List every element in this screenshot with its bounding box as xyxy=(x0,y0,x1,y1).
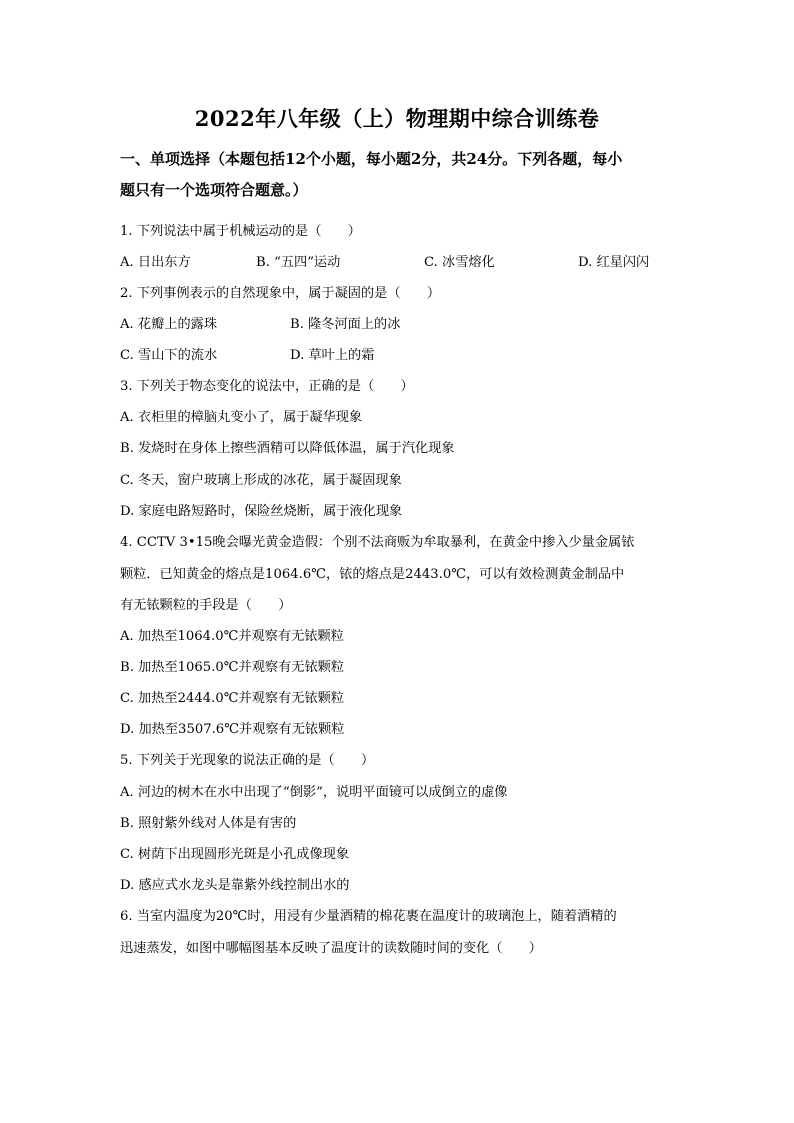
question-1-option-a: A. 日出东方 xyxy=(120,255,191,270)
question-4-option-a: A. 加热至1064.0℃并观察有无铱颗粒 xyxy=(120,629,344,644)
section-heading-line2: 题只有一个选项符合题意。） xyxy=(120,181,308,199)
question-5-option-c: C. 树荫下出现圆形光斑是小孔成像现象 xyxy=(120,847,350,862)
question-6-stem-line2: 迅速蒸发，如图中哪幅图基本反映了温度计的读数随时间的变化（ ） xyxy=(120,941,542,956)
question-6-stem-line1: 6. 当室内温度为20℃时，用浸有少量酒精的棉花裹在温度计的玻璃泡上，随着酒精的 xyxy=(120,909,617,924)
question-3-stem: 3. 下列关于物态变化的说法中，正确的是（ ） xyxy=(120,379,414,394)
question-3-option-c: C. 冬天，窗户玻璃上形成的冰花，属于凝固现象 xyxy=(120,473,402,488)
question-3-option-a: A. 衣柜里的樟脑丸变小了，属于凝华现象 xyxy=(120,410,363,425)
question-4-stem-line1: 4. CCTV 3•15晚会曝光黄金造假：个别不法商贩为牟取暴利，在黄金中掺入少量金属铱 xyxy=(120,535,635,550)
question-2-stem: 2. 下列事例表示的自然现象中，属于凝固的是（ ） xyxy=(120,286,441,301)
question-2-option-b: B. 隆冬河面上的冰 xyxy=(290,317,401,332)
question-1-option-c: C. 冰雪熔化 xyxy=(424,255,495,270)
question-2-option-d: D. 草叶上的霜 xyxy=(290,348,375,363)
question-1-option-d: D. 红星闪闪 xyxy=(578,255,650,270)
page-title: 2022年八年级（上）物理期中综合训练卷 xyxy=(194,106,600,131)
question-4-option-b: B. 加热至1065.0℃并观察有无铱颗粒 xyxy=(120,660,345,675)
question-3-option-d: D. 家庭电路短路时，保险丝烧断，属于液化现象 xyxy=(120,504,403,519)
question-1-option-b: B. “五四”运动 xyxy=(256,255,341,270)
question-1-stem: 1. 下列说法中属于机械运动的是（ ） xyxy=(120,224,361,239)
question-5-option-d: D. 感应式水龙头是靠紫外线控制出水的 xyxy=(120,878,350,893)
question-4-stem-line2: 颗粒．已知黄金的熔点是1064.6℃，铱的熔点是2443.0℃，可以有效检测黄金制品中 xyxy=(120,567,625,582)
question-3-option-b: B. 发烧时在身体上擦些酒精可以降低体温，属于汽化现象 xyxy=(120,441,455,456)
question-5-stem: 5. 下列关于光现象的说法正确的是（ ） xyxy=(120,753,375,768)
question-4-stem-line3: 有无铱颗粒的手段是（ ） xyxy=(120,598,292,613)
question-5-option-a: A. 河边的树木在水中出现了“倒影”，说明平面镜可以成倒立的虚像 xyxy=(120,785,508,800)
question-2-option-a: A. 花瓣上的露珠 xyxy=(120,317,218,332)
section-heading-line1: 一、单项选择（本题包括12个小题，每小题2分，共24分。下列各题，每小 xyxy=(120,150,623,168)
question-2-option-c: C. 雪山下的流水 xyxy=(120,348,218,363)
question-4-option-d: D. 加热至3507.6℃并观察有无铱颗粒 xyxy=(120,722,345,737)
question-5-option-b: B. 照射紫外线对人体是有害的 xyxy=(120,816,297,831)
question-4-option-c: C. 加热至2444.0℃并观察有无铱颗粒 xyxy=(120,691,344,706)
